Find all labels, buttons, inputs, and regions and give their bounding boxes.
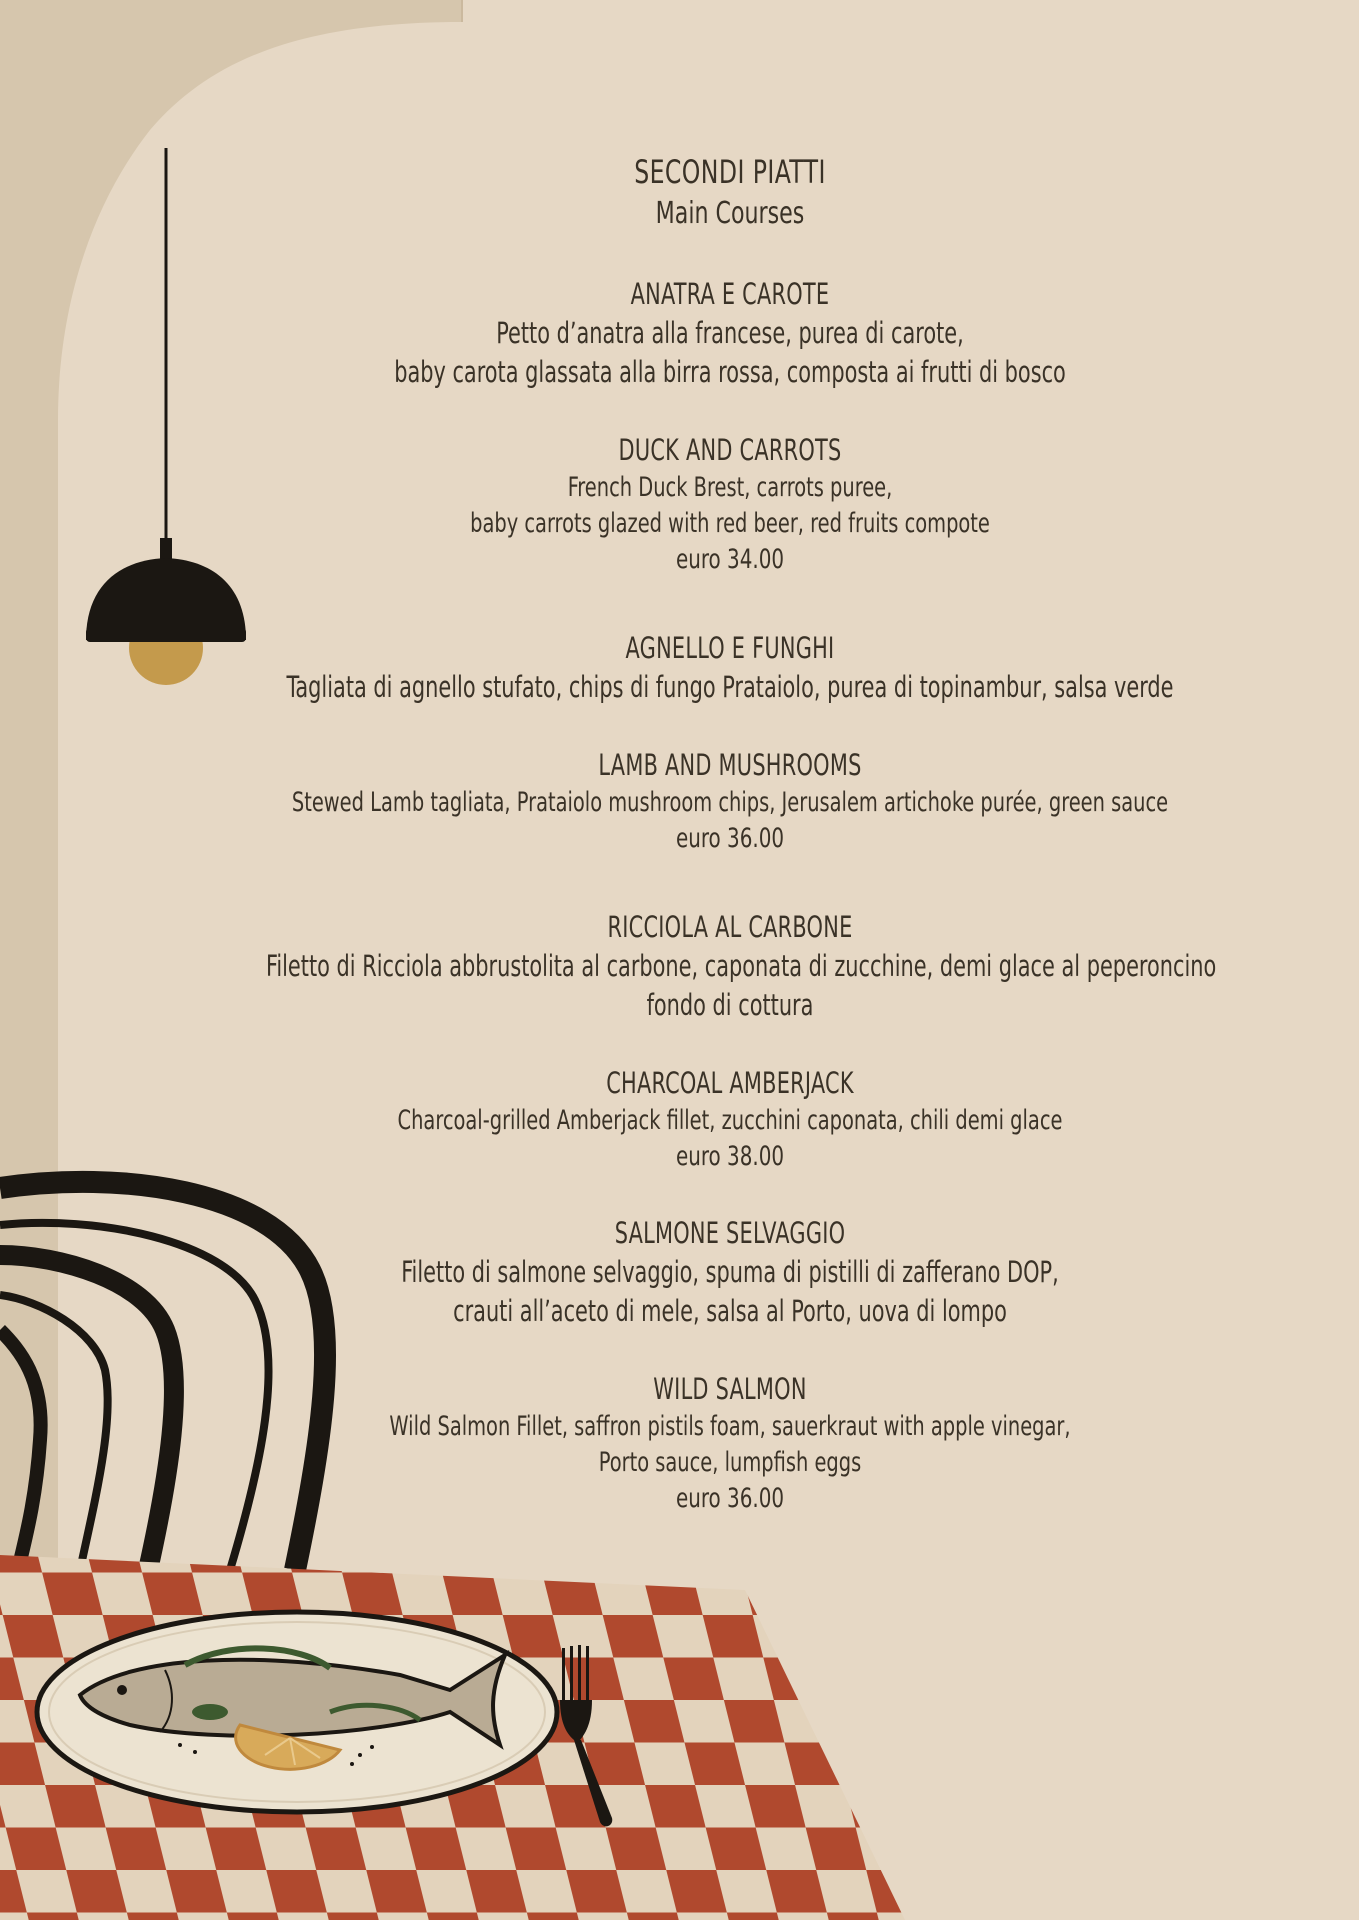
dish-name-it: AGNELLO E FUNGHI [625, 631, 835, 665]
dish-price: euro 38.00 [675, 1141, 785, 1172]
dish-price: euro 36.00 [675, 1483, 785, 1514]
dish-en [150, 430, 1310, 578]
dish-name-it: RICCIOLA AL CARBONE [607, 910, 853, 944]
dish-desc-line: Stewed Lamb tagliata, Prataiolo mushroom chips, Jerusalem artichoke purée, green sauce [291, 787, 1169, 818]
dish-it [150, 907, 1310, 1025]
dish-name-en: DUCK AND CARROTS [618, 433, 842, 467]
dish-desc-line: Filetto di salmone selvaggio, spuma di pistilli di zafferano DOP, [401, 1255, 1059, 1289]
dish-name-en: WILD SALMON [653, 1372, 807, 1406]
dish-it [150, 628, 1310, 707]
dish-desc-line: Charcoal-grilled Amberjack fillet, zucchini caponata, chili demi glace [397, 1105, 1063, 1136]
dish-desc-line: baby carota glassata alla birra rossa, composta ai frutti di bosco [394, 355, 1066, 389]
fish-plate-icon [37, 1612, 557, 1812]
dish-desc-line: Filetto di Ricciola abbrustolita al carbone, caponata di zucchine, demi glace al peperoncino [266, 949, 1217, 983]
dish-name-en: LAMB AND MUSHROOMS [598, 748, 862, 782]
dish-desc-line: baby carrots glazed with red beer, red fruits compote [470, 508, 990, 539]
dish-name-en: CHARCOAL AMBERJACK [606, 1066, 854, 1100]
dish-name-it: SALMONE SELVAGGIO [614, 1216, 846, 1250]
dish-desc-line: fondo di cottura [646, 988, 814, 1022]
dish-en [150, 1063, 1310, 1175]
dish-desc-line: Wild Salmon Fillet, saffron pistils foam, sauerkraut with apple vinegar, [389, 1411, 1071, 1442]
section-title: SECONDI PIATTI [634, 153, 826, 191]
dish-desc-line: Tagliata di agnello stufato, chips di fungo Prataiolo, purea di topinambur, salsa verde [286, 670, 1174, 704]
section-subtitle: Main Courses [655, 196, 805, 231]
dish-desc-line: Porto sauce, lumpfish eggs [598, 1447, 862, 1478]
dish-desc-line: French Duck Brest, carrots puree, [567, 472, 893, 503]
menu-content [150, 150, 1310, 1517]
dish-name-it: ANATRA E CAROTE [630, 277, 830, 311]
dish-price: euro 36.00 [675, 823, 785, 854]
dish-en [150, 745, 1310, 857]
dish-desc-line: Petto d’anatra alla francese, purea di carote, [496, 316, 964, 350]
dish-it [150, 1213, 1310, 1331]
dish-it [150, 274, 1310, 392]
dish-en [150, 1369, 1310, 1517]
dish-price: euro 34.00 [675, 544, 785, 575]
dish-desc-line: crauti all’aceto di mele, salsa al Porto, uova di lompo [453, 1294, 1007, 1328]
